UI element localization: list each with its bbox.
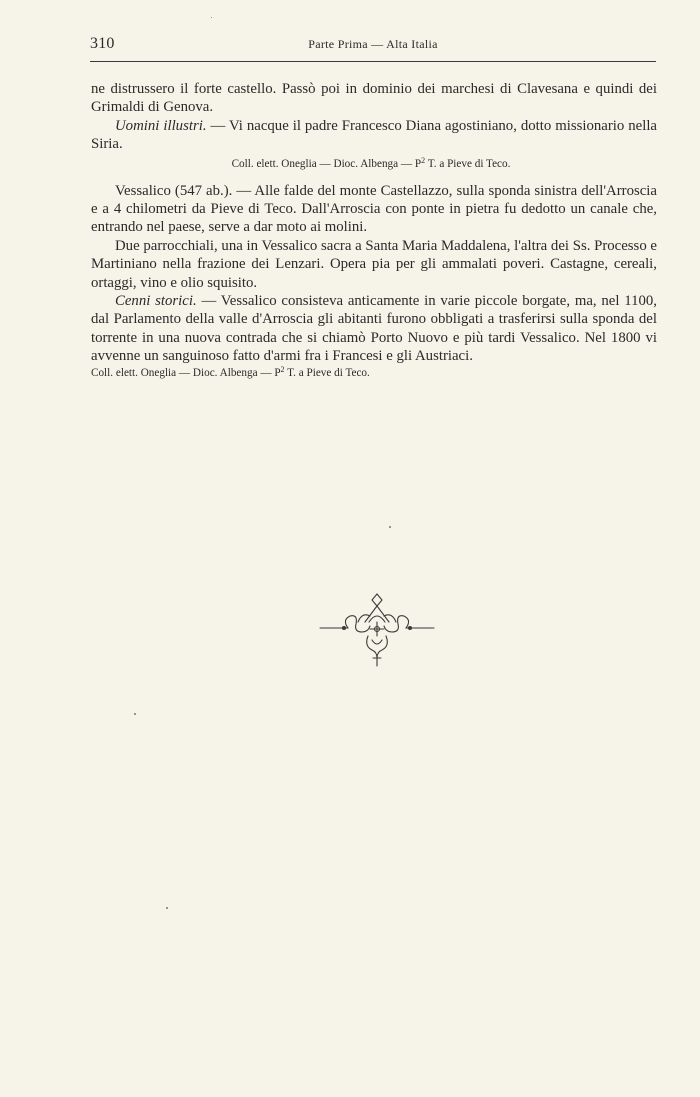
fleuron-ornament-icon [318, 592, 436, 668]
collegio-note-2-tail: T. a Pieve di Teco. [284, 366, 370, 379]
collegio-note-1-text: Coll. elett. Oneglia — Dioc. Albenga — P [231, 157, 422, 170]
body-text [91, 80, 657, 380]
header-rule [90, 61, 656, 62]
collegio-note-2-sup: 2 [280, 364, 285, 374]
paragraph-uomini-illustri [91, 117, 657, 154]
section-label-cenni-storici: Cenni storici. [115, 293, 197, 310]
collegio-note-2-text: Coll. elett. Oneglia — Dioc. Albenga — P [91, 366, 281, 379]
uomini-illustri-text: — Vi nacque il padre Francesco Diana agostiniano, dotto missionario nella Siria. [91, 117, 658, 153]
paper-speck [166, 907, 168, 909]
paragraph-cenni-storici [91, 292, 657, 366]
collegio-note-1 [91, 157, 657, 171]
collegio-note-1-sup: 2 [421, 155, 426, 165]
paragraph-parrocchiali: Due parrocchiali, una in Vessalico sacra a Santa Maria Maddalena, l'altra dei Ss. Processo e Martiniano nella frazione dei Lenzari. Opera pia per gli ammalati poveri. Castagne, cereali, ortaggi, vino e olio squisito. [91, 237, 657, 291]
page-header [90, 33, 656, 57]
paper-speck [211, 17, 212, 18]
page-number: 310 [90, 35, 115, 52]
paragraph-castello: ne distrussero il forte castello. Passò poi in dominio dei marchesi di Clavesana e quindi dei Grimaldi di Genova. [91, 81, 657, 116]
running-title: Parte Prima — Alta Italia [308, 37, 438, 51]
collegio-note-2 [91, 366, 657, 380]
paper-speck [134, 713, 136, 715]
cenni-storici-text: — Vessalico consisteva anticamente in varie piccole borgate, ma, nel 1100, dal Parlamento della valle d'Arroscia gli abitanti furono obbligati a trasferirsi sulla sponda del torrente in una nuova contrada che si chiamò Porto Nuovo e più tardi Vessalico. Nel 1800 vi avvenne un sanguinoso fatto d'armi fra i Francesi e gli Austriaci. [91, 293, 658, 365]
collegio-note-1-tail: T. a Pieve di Teco. [425, 157, 511, 170]
paper-speck [389, 526, 391, 528]
section-label-uomini-illustri: Uomini illustri. [115, 117, 207, 134]
paragraph-vessalico: Vessalico (547 ab.). — Alle falde del monte Castellazzo, sulla sponda sinistra dell'Arroscia e a 4 chilometri da Pieve di Teco. Dall'Arroscia con ponte in pietra fu dedotto un canale che, entrando nel paese, serve a dar moto ai molini. [91, 182, 657, 236]
